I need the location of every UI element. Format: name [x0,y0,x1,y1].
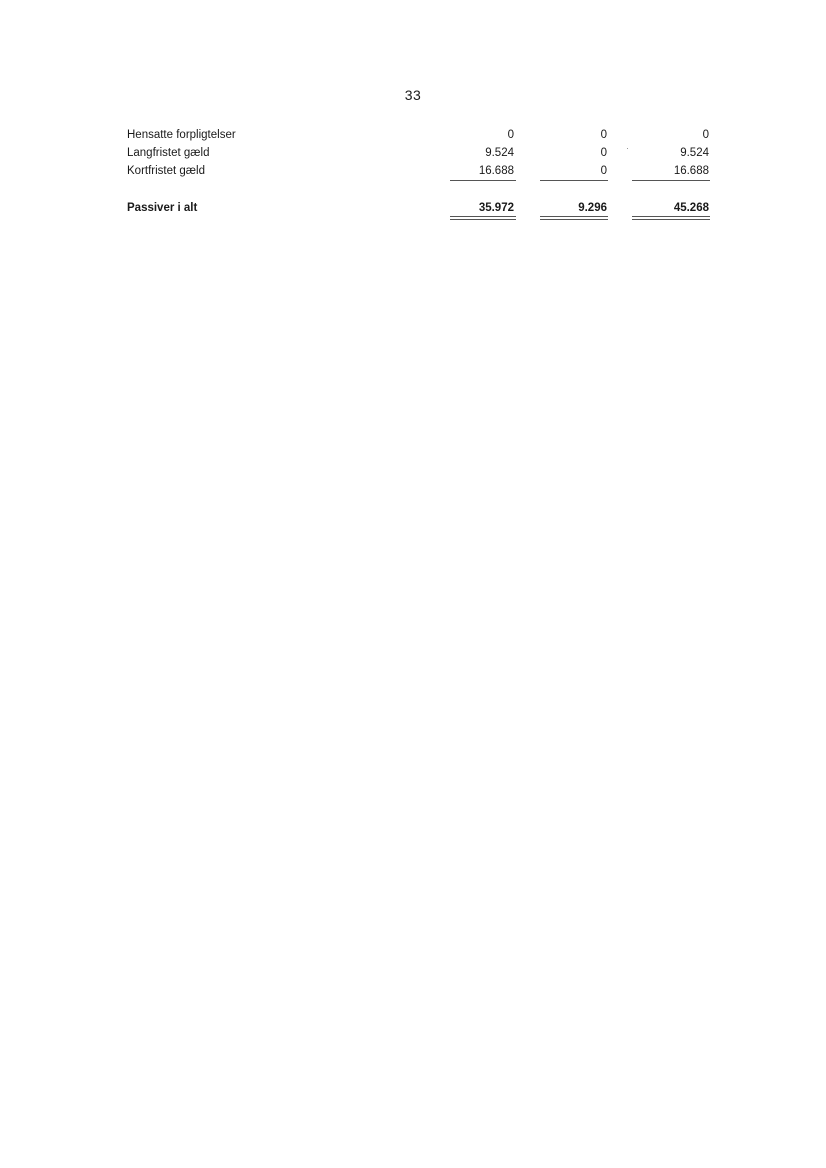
subtotal-rule [540,180,608,181]
total-label: Passiver i alt [127,202,198,214]
row-value-col2: 0 [600,147,607,159]
row-value-col2: 0 [600,129,607,141]
subtotal-rule [450,180,516,181]
total-value-col1: 35.972 [478,202,514,214]
row-value-col3: 16.688 [673,165,709,177]
row-label: Kortfristet gæld [127,165,205,177]
total-double-rule [632,216,710,220]
row-label: Hensatte forpligtelser [127,129,236,141]
row-value-col1: 16.688 [478,165,514,177]
total-double-rule [540,216,608,220]
table-row [0,145,826,161]
table-row [0,163,826,179]
row-value-col2: 0 [600,165,607,177]
page-number: 33 [404,87,422,103]
table-row [0,127,826,143]
row-value-col1: 0 [507,129,514,141]
total-value-col2: 9.296 [578,202,607,214]
total-value-col3: 45.268 [673,202,709,214]
row-value-col1: 9.524 [485,147,514,159]
row-value-col3: 9.524 [680,147,709,159]
row-label: Langfristet gæld [127,147,210,159]
scan-speck [627,148,628,149]
total-row [0,200,826,216]
row-value-col3: 0 [702,129,709,141]
subtotal-rule [632,180,710,181]
total-double-rule [450,216,516,220]
